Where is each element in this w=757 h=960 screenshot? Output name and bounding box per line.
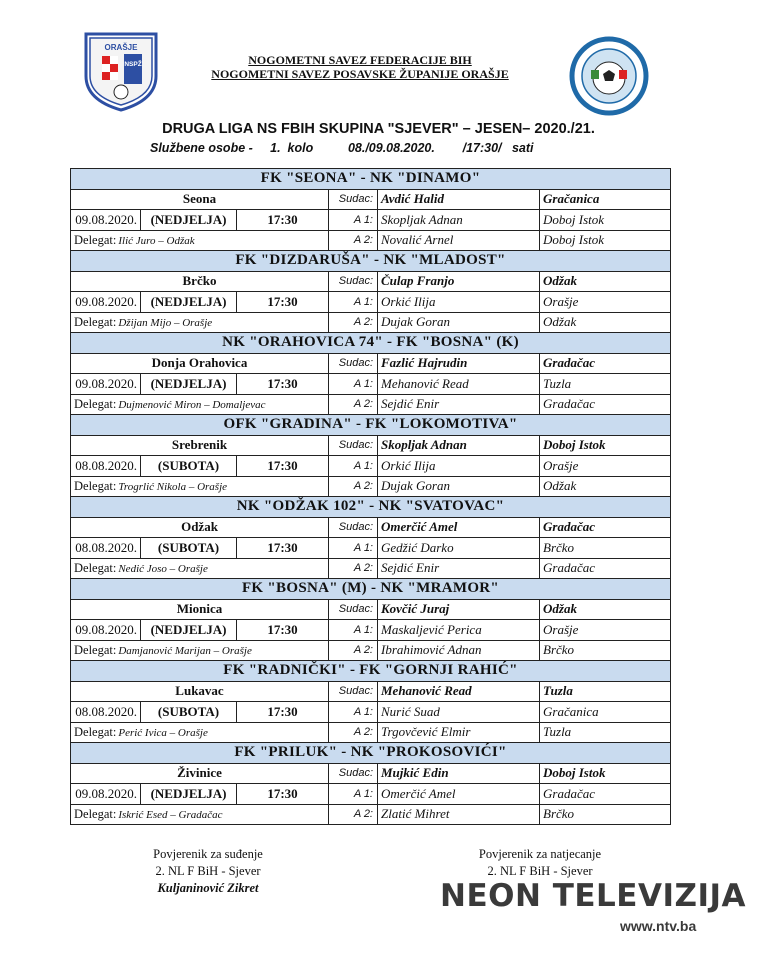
assistant2-label: A 2: xyxy=(329,722,378,743)
assistant2-name: Ibrahimović Adnan xyxy=(378,640,540,661)
referee-name: Mujkić Edin xyxy=(378,763,540,784)
assistant2-label: A 2: xyxy=(329,640,378,661)
match-day: (NEDJELJA) xyxy=(141,374,237,395)
page-subtitle: Službene osobe - 1. kolo 08./09.08.2020. /17:30/ sati xyxy=(150,141,534,155)
match-title: FK "SEONA" - NK "DINAMO" xyxy=(71,169,671,190)
match-header-row xyxy=(71,333,671,354)
assistant1-label: A 1: xyxy=(329,210,378,231)
delegate-cell xyxy=(71,312,329,333)
match-day: (SUBOTA) xyxy=(141,538,237,559)
assistant1-name: Nurić Suad xyxy=(378,702,540,723)
assistant2-name: Sejdić Enir xyxy=(378,394,540,415)
delegate-cell xyxy=(71,476,329,497)
match-header-row xyxy=(71,251,671,272)
assistant2-label: A 2: xyxy=(329,230,378,251)
watermark-brand: NEON TELEVIZIJA xyxy=(440,878,747,914)
match-venue: Živinice xyxy=(71,763,329,784)
match-title: OFK "GRADINA" - FK "LOKOMOTIVA" xyxy=(71,415,671,436)
match-title: NK "ORAHOVICA 74" - FK "BOSNA" (K) xyxy=(71,333,671,354)
assistant1-city: Doboj Istok xyxy=(540,210,671,231)
delegate-label: Delegat: xyxy=(74,561,117,576)
referee-commissioner-block xyxy=(108,846,308,897)
assistant1-city: Orašje xyxy=(540,456,671,477)
match-header-row xyxy=(71,743,671,764)
delegate-cell xyxy=(71,558,329,579)
delegate-name: Iskrić Esed – Gradačac xyxy=(118,809,223,822)
assistant1-city: Gradačac xyxy=(540,784,671,805)
match-date: 09.08.2020. xyxy=(71,292,141,313)
match-delegate-row xyxy=(71,394,671,415)
assistant1-label: A 1: xyxy=(329,702,378,723)
match-delegate-row xyxy=(71,804,671,825)
match-title: FK "BOSNA" (M) - NK "MRAMOR" xyxy=(71,579,671,600)
match-delegate-row xyxy=(71,722,671,743)
match-title: FK "PRILUK" - NK "PROKOSOVIĆI" xyxy=(71,743,671,764)
match-time: 17:30 xyxy=(237,620,329,641)
match-delegate-row xyxy=(71,476,671,497)
match-day: (NEDJELJA) xyxy=(141,292,237,313)
assistant1-label: A 1: xyxy=(329,784,378,805)
referee-name: Čulap Franjo xyxy=(378,271,540,292)
assistant2-name: Dujak Goran xyxy=(378,312,540,333)
match-delegate-row xyxy=(71,640,671,661)
match-venue: Srebrenik xyxy=(71,435,329,456)
referee-commissioner-name: Kuljaninović Zikret xyxy=(157,881,259,895)
assistant2-city: Odžak xyxy=(540,312,671,333)
match-time: 17:30 xyxy=(237,210,329,231)
delegate-label: Delegat: xyxy=(74,233,117,248)
referee-label: Sudac: xyxy=(329,271,378,292)
match-venue-row xyxy=(71,435,671,456)
referee-label: Sudac: xyxy=(329,435,378,456)
match-date-row xyxy=(71,538,671,559)
assistant2-label: A 2: xyxy=(329,558,378,579)
delegate-cell xyxy=(71,722,329,743)
assistant2-city: Tuzla xyxy=(540,722,671,743)
referee-name: Fazlić Hajrudin xyxy=(378,353,540,374)
assistant1-name: Skopljak Adnan xyxy=(378,210,540,231)
assistant1-name: Gedžić Darko xyxy=(378,538,540,559)
assistant2-label: A 2: xyxy=(329,804,378,825)
match-date: 09.08.2020. xyxy=(71,784,141,805)
match-date-row xyxy=(71,702,671,723)
assistant1-name: Orkić Ilija xyxy=(378,456,540,477)
match-venue-row xyxy=(71,517,671,538)
referee-city: Odžak xyxy=(540,599,671,620)
assistant2-label: A 2: xyxy=(329,312,378,333)
match-venue-row xyxy=(71,763,671,784)
referee-city: Gračanica xyxy=(540,189,671,210)
assistant2-city: Gradačac xyxy=(540,558,671,579)
assistant1-city: Tuzla xyxy=(540,374,671,395)
assistant2-name: Trgovčević Elmir xyxy=(378,722,540,743)
match-venue-row xyxy=(71,681,671,702)
match-date: 09.08.2020. xyxy=(71,210,141,231)
logo-left-inner-text: NSPŽ xyxy=(124,61,142,68)
match-venue: Mionica xyxy=(71,599,329,620)
federation-name: NOGOMETNI SAVEZ FEDERACIJE BIH xyxy=(248,53,472,67)
match-time: 17:30 xyxy=(237,702,329,723)
match-venue: Seona xyxy=(71,189,329,210)
match-date-row xyxy=(71,620,671,641)
assistant1-label: A 1: xyxy=(329,292,378,313)
referee-city: Tuzla xyxy=(540,681,671,702)
delegate-name: Ilić Juro – Odžak xyxy=(118,235,195,248)
delegate-label: Delegat: xyxy=(74,725,117,740)
match-date: 09.08.2020. xyxy=(71,620,141,641)
match-date-row xyxy=(71,210,671,231)
delegate-name: Dujmenović Miron – Domaljevac xyxy=(118,399,266,412)
referee-name: Avdić Halid xyxy=(378,189,540,210)
assistant1-city: Gračanica xyxy=(540,702,671,723)
match-venue-row xyxy=(71,189,671,210)
delegate-name: Džijan Mijo – Orašje xyxy=(118,317,213,330)
referee-label: Sudac: xyxy=(329,189,378,210)
delegate-label: Delegat: xyxy=(74,643,117,658)
delegate-label: Delegat: xyxy=(74,807,117,822)
match-header-row xyxy=(71,497,671,518)
match-date: 09.08.2020. xyxy=(71,374,141,395)
delegate-cell xyxy=(71,394,329,415)
match-time: 17:30 xyxy=(237,538,329,559)
match-venue: Donja Orahovica xyxy=(71,353,329,374)
match-date-row xyxy=(71,374,671,395)
referee-label: Sudac: xyxy=(329,517,378,538)
delegate-name: Perić Ivica – Orašje xyxy=(118,727,208,740)
assistant2-city: Brčko xyxy=(540,804,671,825)
match-day: (NEDJELJA) xyxy=(141,210,237,231)
assistant2-label: A 2: xyxy=(329,394,378,415)
match-date-row xyxy=(71,456,671,477)
nspz-orasje-logo xyxy=(80,30,162,112)
assistant2-name: Novalić Arnel xyxy=(378,230,540,251)
assistant1-label: A 1: xyxy=(329,538,378,559)
schedule-table xyxy=(70,168,671,825)
match-title: NK "ODŽAK 102" - NK "SVATOVAC" xyxy=(71,497,671,518)
competition-commissioner-title: Povjerenik za natjecanje xyxy=(478,847,602,861)
assistant1-label: A 1: xyxy=(329,620,378,641)
referee-city: Doboj Istok xyxy=(540,435,671,456)
match-day: (NEDJELJA) xyxy=(141,784,237,805)
match-delegate-row xyxy=(71,312,671,333)
match-date: 08.08.2020. xyxy=(71,538,141,559)
delegate-name: Damjanović Marijan – Orašje xyxy=(118,645,252,658)
referee-label: Sudac: xyxy=(329,681,378,702)
watermark-url: www.ntv.ba xyxy=(620,918,697,934)
page-title: DRUGA LIGA NS FBIH SKUPINA "SJEVER" – JESEN– 2020./21. xyxy=(162,121,595,137)
assistant2-name: Dujak Goran xyxy=(378,476,540,497)
assistant1-name: Maskaljević Perica xyxy=(378,620,540,641)
match-title: FK "DIZDARUŠA" - NK "MLADOST" xyxy=(71,251,671,272)
match-delegate-row xyxy=(71,558,671,579)
match-day: (SUBOTA) xyxy=(141,702,237,723)
match-delegate-row xyxy=(71,230,671,251)
match-venue: Brčko xyxy=(71,271,329,292)
match-date: 08.08.2020. xyxy=(71,702,141,723)
referee-label: Sudac: xyxy=(329,353,378,374)
assistant1-label: A 1: xyxy=(329,374,378,395)
referee-name: Kovčić Juraj xyxy=(378,599,540,620)
referee-name: Mehanović Read xyxy=(378,681,540,702)
assistant1-city: Orašje xyxy=(540,292,671,313)
assistant2-city: Odžak xyxy=(540,476,671,497)
assistant1-label: A 1: xyxy=(329,456,378,477)
delegate-label: Delegat: xyxy=(74,315,117,330)
match-header-row xyxy=(71,579,671,600)
match-time: 17:30 xyxy=(237,784,329,805)
match-title: FK "RADNIČKI" - FK "GORNJI RAHIĆ" xyxy=(71,661,671,682)
referee-label: Sudac: xyxy=(329,763,378,784)
assistant2-name: Zlatić Mihret xyxy=(378,804,540,825)
federation-header xyxy=(180,53,540,81)
referee-commissioner-league: 2. NL F BiH - Sjever xyxy=(155,864,261,878)
referee-name: Omerčić Amel xyxy=(378,517,540,538)
match-date: 08.08.2020. xyxy=(71,456,141,477)
match-day: (SUBOTA) xyxy=(141,456,237,477)
assistant1-city: Orašje xyxy=(540,620,671,641)
match-date-row xyxy=(71,784,671,805)
delegate-cell xyxy=(71,230,329,251)
competition-commissioner-league: 2. NL F BiH - Sjever xyxy=(487,864,593,878)
assistant2-city: Doboj Istok xyxy=(540,230,671,251)
referee-city: Gradačac xyxy=(540,517,671,538)
county-federation-name: NOGOMETNI SAVEZ POSAVSKE ŽUPANIJE ORAŠJE xyxy=(211,67,509,81)
assistant1-name: Omerčić Amel xyxy=(378,784,540,805)
delegate-name: Nedić Joso – Orašje xyxy=(118,563,208,576)
match-venue-row xyxy=(71,353,671,374)
assistant2-city: Brčko xyxy=(540,640,671,661)
assistant2-label: A 2: xyxy=(329,476,378,497)
match-header-row xyxy=(71,661,671,682)
assistant1-city: Brčko xyxy=(540,538,671,559)
assistant1-name: Orkić Ilija xyxy=(378,292,540,313)
referee-label: Sudac: xyxy=(329,599,378,620)
nsfbih-logo xyxy=(561,36,657,116)
match-date-row xyxy=(71,292,671,313)
match-time: 17:30 xyxy=(237,456,329,477)
referee-city: Gradačac xyxy=(540,353,671,374)
delegate-cell xyxy=(71,640,329,661)
referee-commissioner-title: Povjerenik za suđenje xyxy=(153,847,263,861)
match-header-row xyxy=(71,169,671,190)
referee-city: Doboj Istok xyxy=(540,763,671,784)
match-time: 17:30 xyxy=(237,374,329,395)
assistant2-city: Gradačac xyxy=(540,394,671,415)
delegate-label: Delegat: xyxy=(74,479,117,494)
match-venue-row xyxy=(71,599,671,620)
competition-commissioner-block xyxy=(440,846,640,880)
logo-left-text: ORAŠJE xyxy=(104,43,138,52)
delegate-label: Delegat: xyxy=(74,397,117,412)
match-time: 17:30 xyxy=(237,292,329,313)
match-venue-row xyxy=(71,271,671,292)
referee-city: Odžak xyxy=(540,271,671,292)
match-day: (NEDJELJA) xyxy=(141,620,237,641)
assistant2-name: Sejdić Enir xyxy=(378,558,540,579)
match-header-row xyxy=(71,415,671,436)
referee-name: Skopljak Adnan xyxy=(378,435,540,456)
match-venue: Odžak xyxy=(71,517,329,538)
match-venue: Lukavac xyxy=(71,681,329,702)
delegate-name: Trogrlić Nikola – Orašje xyxy=(118,481,228,494)
assistant1-name: Mehanović Read xyxy=(378,374,540,395)
delegate-cell xyxy=(71,804,329,825)
